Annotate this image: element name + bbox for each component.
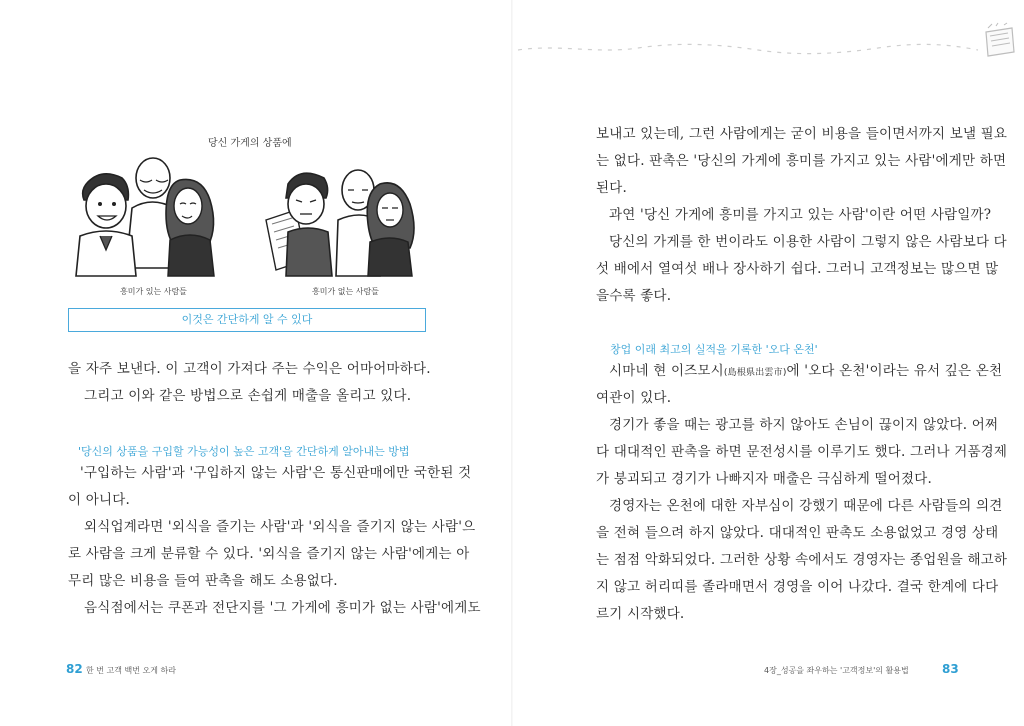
illustration-caption-box: 이것은 간단하게 알 수 있다	[68, 308, 426, 332]
running-title: 한 번 고객 백번 오게 하라	[86, 666, 176, 675]
line-text-start: 시마네 현 이즈모시	[609, 363, 724, 379]
paragraph-line: 음식점에서는 쿠폰과 전단지를 '그 가게에 흥미가 없는 사람'에게도	[84, 600, 481, 616]
not-interested-people-illustration	[262, 150, 427, 280]
section-heading: '당신의 상품을 구입할 가능성이 높은 고객'을 간단하게 알아내는 방법	[78, 445, 410, 458]
paragraph-line: 가 붕괴되고 경기가 나빠지자 매출은 극심하게 떨어졌다.	[596, 471, 932, 487]
paragraph-line: 경기가 좋을 때는 광고를 하지 않아도 손님이 끊이지 않았다. 어쩌	[609, 417, 999, 433]
interested-people-illustration	[70, 150, 240, 280]
kanji-annotation: (島根県出雲市)	[723, 368, 787, 378]
paragraph-line: 무리 많은 비용을 들여 판촉을 해도 소용없다.	[68, 573, 338, 589]
paragraph-line: 그리고 이와 같은 방법으로 손쉽게 매출을 올리고 있다.	[84, 388, 412, 404]
paragraph-line: 경영자는 온천에 대한 자부심이 강했기 때문에 다른 사람들의 의견	[609, 498, 1003, 514]
paragraph-line: 로 사람을 크게 분류할 수 있다. '외식을 즐기지 않는 사람'에게는 아	[68, 546, 470, 562]
paragraph-line	[609, 361, 1002, 383]
paragraph-line: 는 없다. 판촉은 '당신의 가게에 흥미를 가지고 있는 사람'에게만 하면	[596, 153, 1007, 169]
paragraph-line: 외식업계라면 '외식을 즐기는 사람'과 '외식을 즐기지 않는 사람'으	[84, 519, 476, 535]
page-number: 83	[942, 662, 959, 676]
paragraph-line: '구입하는 사람'과 '구입하지 않는 사람'은 통신판매에만 국한된 것	[80, 465, 472, 481]
paragraph-line: 르기 시작했다.	[596, 606, 685, 622]
right-page	[512, 0, 1024, 726]
paragraph-line: 을 자주 보낸다. 이 고객이 가져다 주는 수익은 어마어마하다.	[68, 361, 431, 377]
line-text-end: 에 '오다 온천'이라는 유서 깊은 온천	[786, 363, 1003, 379]
paragraph-line: 과연 '당신 가게에 흥미를 가지고 있는 사람'이란 어떤 사람일까?	[609, 207, 992, 223]
paragraph-line: 당신의 가게를 한 번이라도 이용한 사람이 그렇지 않은 사람보다 다	[609, 234, 1007, 250]
section-heading: 창업 이래 최고의 실적을 기록한 '오다 온천'	[610, 343, 818, 356]
paragraph-line: 는 점점 악화되었다. 그러한 상황 속에서도 경영자는 종업원을 해고하	[596, 552, 1008, 568]
paragraph-line: 지 않고 허리띠를 졸라매면서 경영을 이어 나갔다. 결국 한계에 다다	[596, 579, 999, 595]
paragraph-line: 이 아니다.	[68, 492, 130, 508]
paragraph-line: 보내고 있는데, 그런 사람에게는 굳이 비용을 들이면서까지 보낼 필요	[596, 126, 1008, 142]
caption-interested: 흥미가 있는 사람들	[120, 287, 187, 296]
running-title: 4장_성공을 좌우하는 '고객정보'의 활용법	[764, 666, 909, 675]
paragraph-line: 여관이 있다.	[596, 390, 672, 406]
caption-not-interested: 흥미가 없는 사람들	[312, 287, 379, 296]
decorative-dashes	[518, 42, 978, 56]
paragraph-line: 을 전혀 들으려 하지 않았다. 대대적인 판촉도 소용없었고 경영 상태	[596, 525, 999, 541]
paragraph-line: 을수록 좋다.	[596, 288, 672, 304]
paragraph-line: 다 대대적인 판촉을 하면 문전성시를 이루기도 했다. 그러나 거품경제	[596, 444, 1008, 460]
paragraph-line: 된다.	[596, 180, 627, 196]
paragraph-line: 섯 배에서 열여섯 배나 장사하기 쉽다. 그러니 고객정보는 많으면 많	[596, 261, 999, 277]
illustration-title: 당신 가게의 상품에	[208, 138, 292, 149]
page-number: 82	[66, 662, 83, 676]
book-logo-icon	[982, 22, 1018, 58]
